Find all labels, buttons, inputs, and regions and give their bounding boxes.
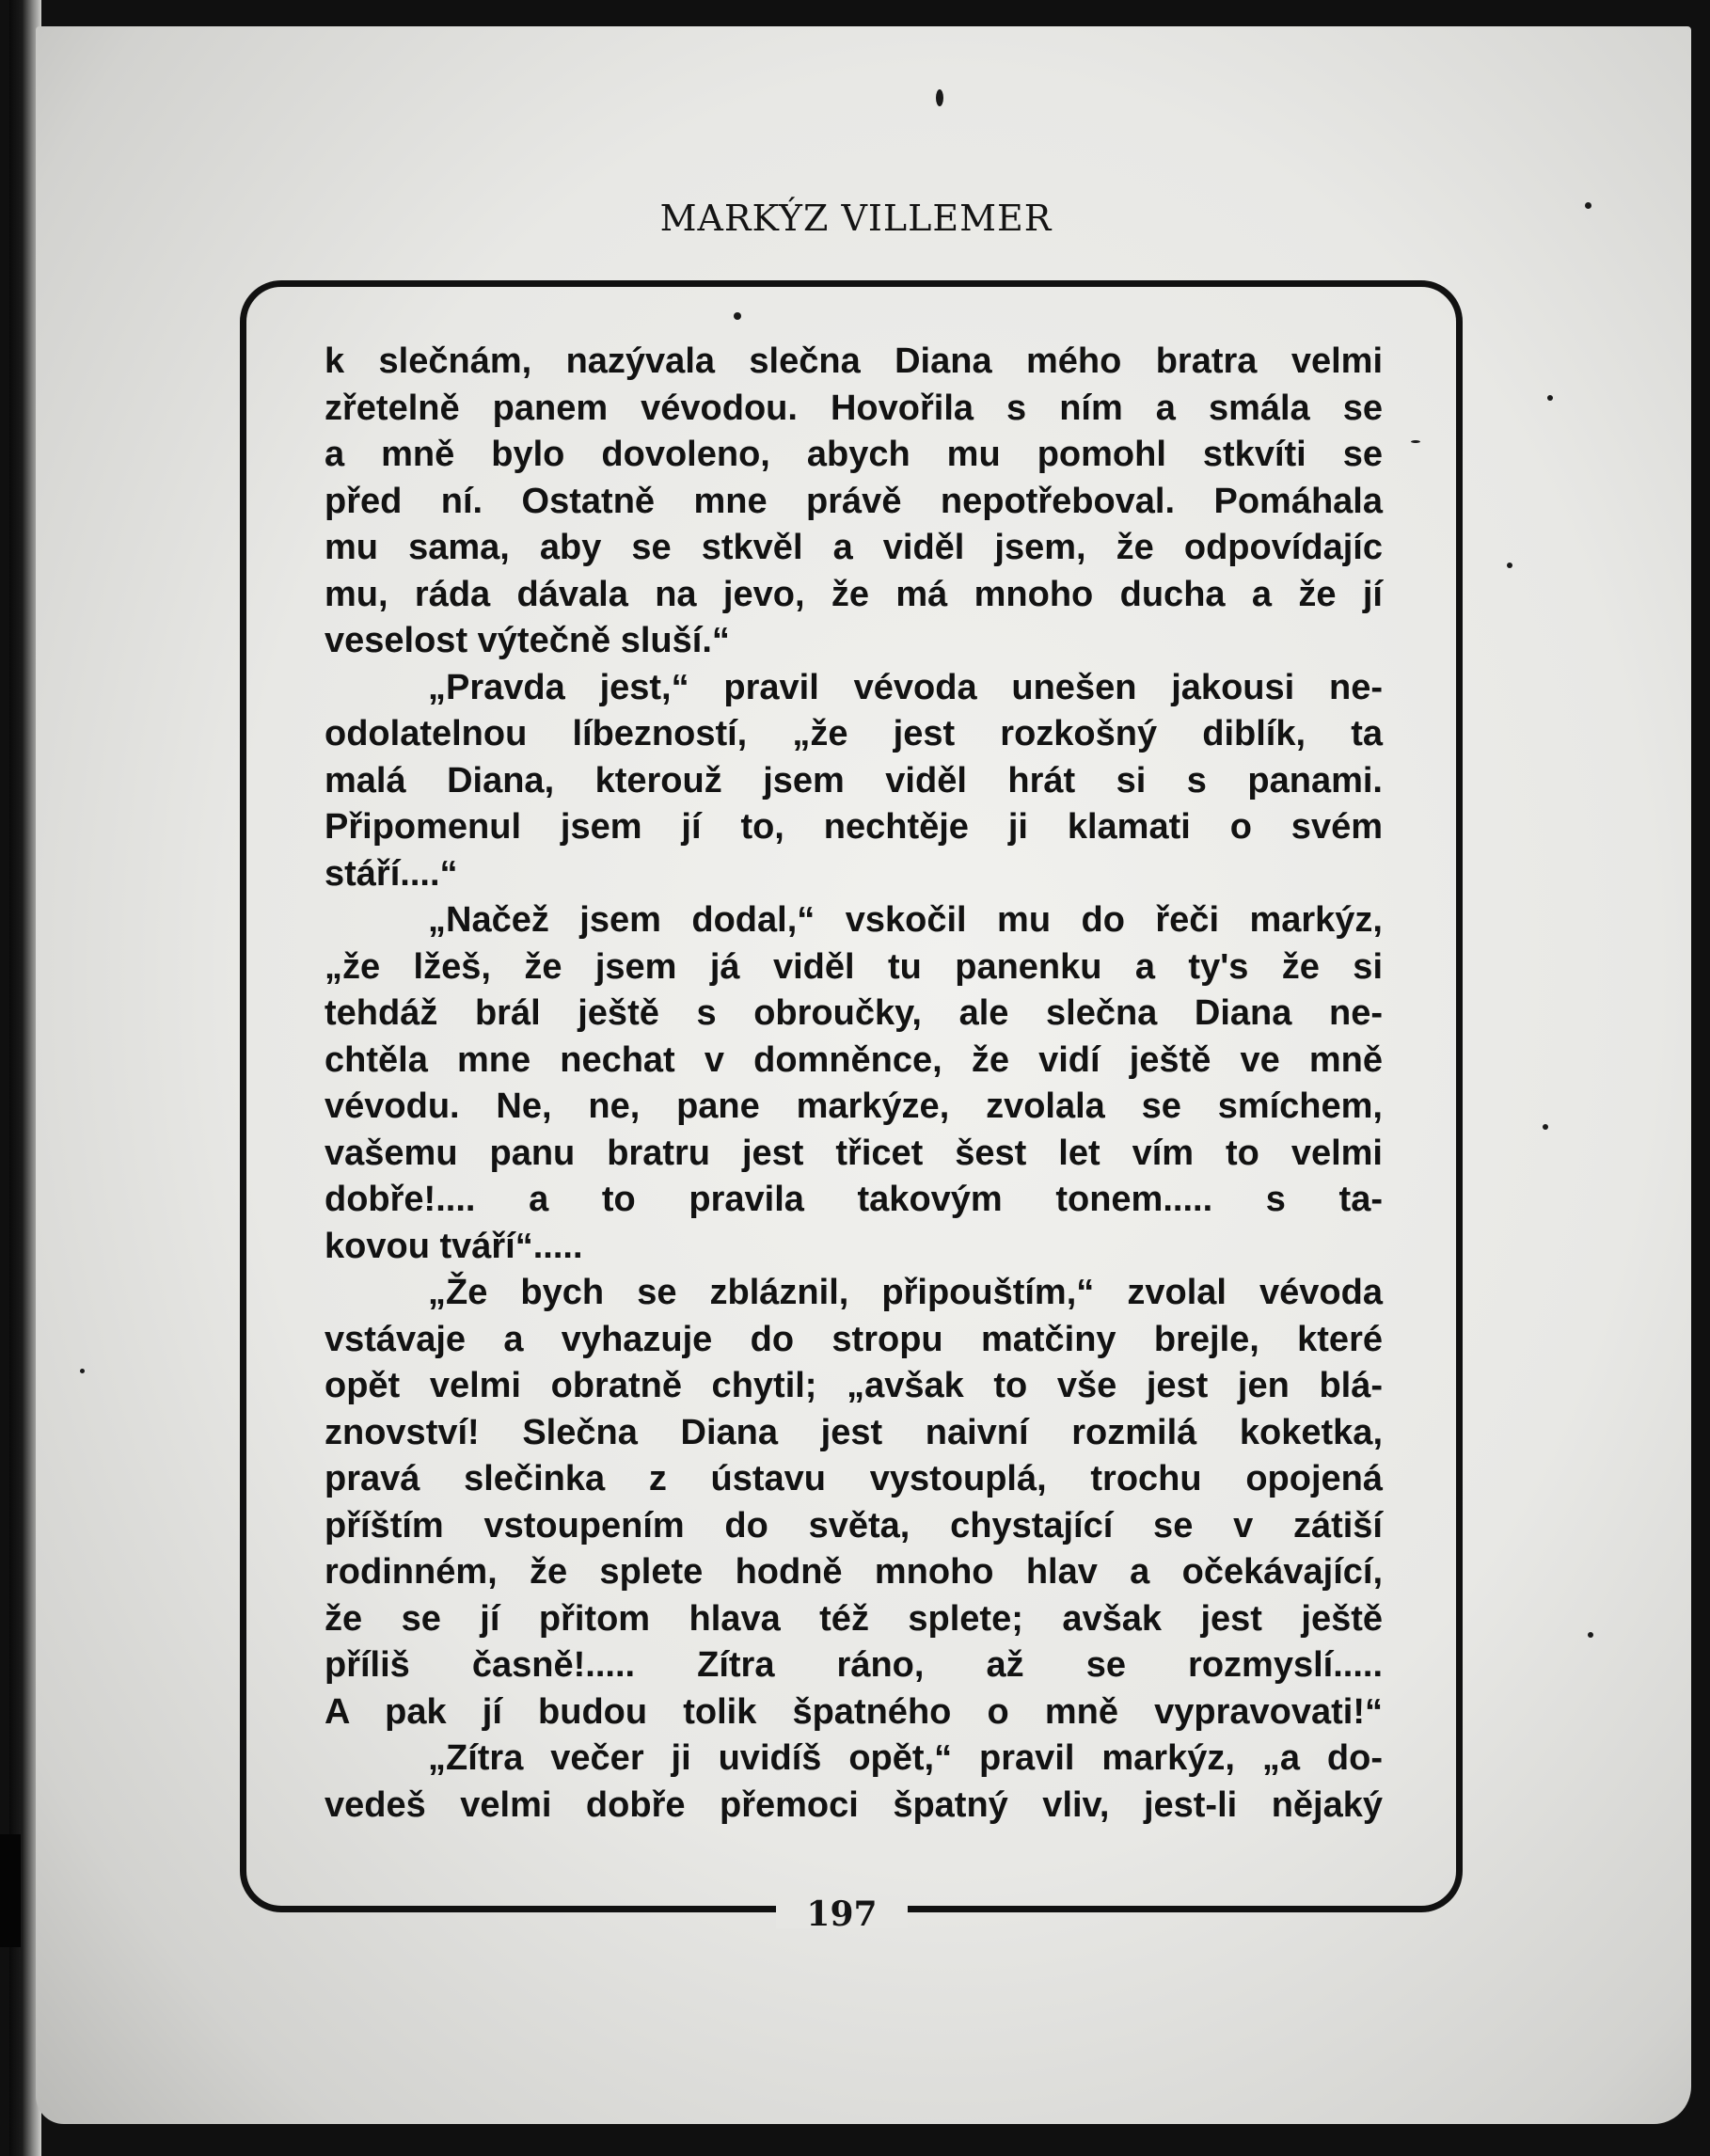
text-line: vévodu. Ne, ne, pane markýze, zvolala se smíchem, — [325, 1086, 1383, 1126]
text-line: vstávaje a vyhazuje do stropu matčiny brejle, které — [325, 1319, 1383, 1359]
print-speck — [1547, 395, 1553, 401]
binding-shadow-mark — [0, 1834, 21, 1947]
text-line: veselost výtečně sluší.“ — [325, 621, 730, 660]
body-text — [325, 339, 1383, 1829]
page-number: 197 — [806, 1894, 878, 1934]
print-speck — [1588, 1632, 1593, 1638]
text-line: mu, ráda dávala na jevo, že má mnoho ducha a že jí — [325, 574, 1383, 614]
text-line: vašemu panu bratru jest třicet šest let vím to velmi — [325, 1133, 1383, 1173]
text-line: „Že bych se zbláznil, připouštím,“ zvolal vévoda — [428, 1273, 1383, 1312]
text-line: stáří....“ — [325, 853, 458, 894]
print-speck — [936, 89, 943, 106]
print-speck — [1585, 202, 1591, 209]
text-line: zřetelně panem vévodou. Hovořila s ním a smála se — [325, 388, 1383, 428]
text-line: že se jí přitom hlava též splete; avšak jest ještě — [325, 1598, 1383, 1639]
text-line: mu sama, aby se stkvěl a viděl jsem, že odpovídajíc — [325, 528, 1383, 567]
text-line: příliš časně!..... Zítra ráno, až se rozmyslí..... — [325, 1645, 1383, 1685]
text-line: „Načež jsem dodal,“ vskočil mu do řeči markýz, — [428, 900, 1383, 940]
text-line: pravá slečinka z ústavu vystouplá, trochu opojená — [325, 1459, 1383, 1498]
text-line: „Pravda jest,“ pravil vévoda unešen jakousi ne- — [428, 667, 1383, 707]
text-line: znovství! Slečna Diana jest naivní rozmilá koketka, — [325, 1412, 1383, 1452]
text-line: A pak jí budou tolik špatného o mně vypravovati!“ — [325, 1691, 1383, 1732]
text-line: odolatelnou líbezností, „že jest rozkošný diblík, ta — [325, 714, 1383, 753]
text-line: „že lžeš, že jsem já viděl tu panenku a ty's že si — [325, 946, 1383, 987]
text-line: a mně bylo dovoleno, abych mu pomohl stkvíti se — [325, 435, 1383, 474]
running-head: MARKÝZ VILLEMER — [659, 198, 1053, 239]
text-line: opět velmi obratně chytil; „avšak to vše jest jen blá- — [325, 1366, 1383, 1405]
text-line: chtěla mne nechat v domněnce, že vidí ještě ve mně — [325, 1039, 1383, 1080]
text-line: příštím vstoupením do světa, chystající se v zátiší — [325, 1505, 1383, 1546]
text-line: tehdáž brál ještě s obroučky, ale slečna Diana ne- — [325, 993, 1383, 1033]
text-line: kovou tváří“..... — [325, 1226, 583, 1266]
print-speck — [80, 1369, 85, 1373]
text-line: dobře!.... a to pravila takovým tonem..... s ta- — [325, 1180, 1383, 1219]
print-speck — [1543, 1124, 1548, 1130]
text-line: Připomenul jsem jí to, nechtěje ji klamati o svém — [325, 807, 1383, 847]
print-speck — [1507, 563, 1512, 568]
text-line: k slečnám, nazývala slečna Diana mého bratra velmi — [325, 341, 1383, 381]
text-line: malá Diana, kterouž jsem viděl hrát si s panami. — [325, 760, 1383, 801]
text-line: před ní. Ostatně mne právě nepotřeboval. Pomáhala — [325, 481, 1383, 521]
text-line: rodinném, že splete hodně mnoho hlav a očekávající, — [325, 1552, 1383, 1592]
text-line: „Zítra večer ji uvidíš opět,“ pravil markýz, „a do- — [428, 1738, 1383, 1778]
text-line: vedeš velmi dobře přemoci špatný vliv, jest-li nějaký — [325, 1784, 1383, 1825]
